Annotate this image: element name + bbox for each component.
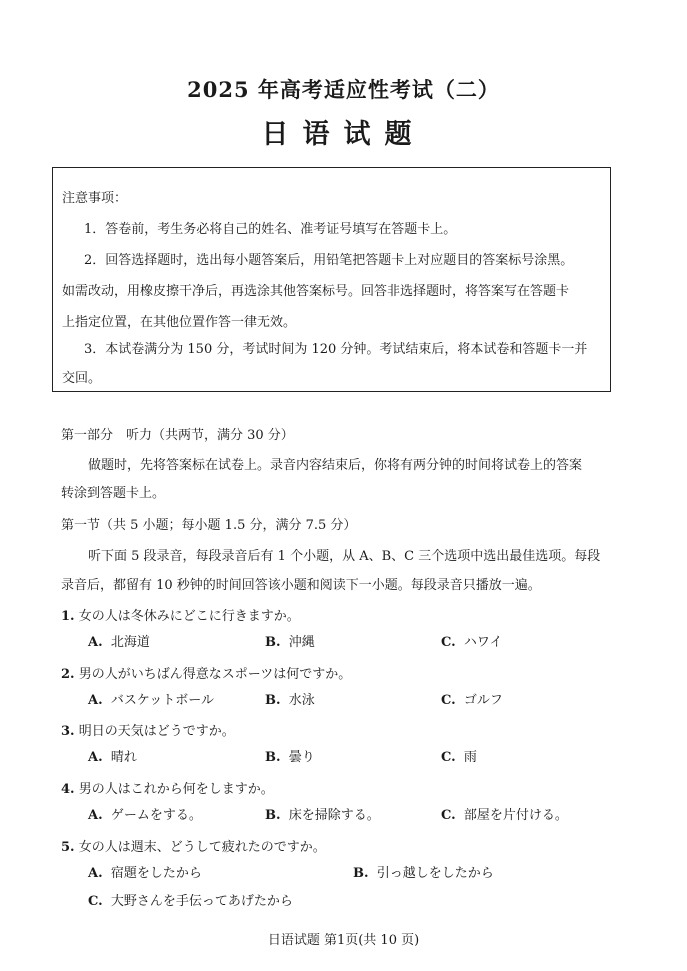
- question-text: 男の人がいちばん得意なスポーツは何ですか。: [78, 667, 352, 682]
- question-number: 3.: [61, 724, 75, 739]
- page-footer: 日语试题 第1页(共 10 页): [267, 933, 420, 948]
- option-3b: B. 曇り: [265, 750, 315, 765]
- question-text: 男の人はこれから何をしますか。: [78, 782, 274, 797]
- option-2c: C. ゴルフ: [441, 693, 503, 708]
- option-4a: A. ゲームをする。: [88, 808, 202, 823]
- option-4b: B. 床を掃除する。: [265, 808, 380, 823]
- question-5: [61, 836, 326, 855]
- part1-heading: 第一部分 听力（共两节，满分 30 分）: [61, 428, 294, 443]
- option-5c: C. 大野さんを手伝ってあげたから: [88, 894, 293, 909]
- part1-instruction-1: 做题时，先将答案标在试卷上。录音内容结束后，你将有两分钟的时间将试卷上的答案: [88, 458, 583, 473]
- option-2b: B. 水泳: [265, 693, 315, 708]
- notice-line-3: 如需改动，用橡皮擦干净后，再选涂其他答案标号。回答非选择题时，将答案写在答题卡: [62, 284, 570, 299]
- option-5b: B. 引っ越しをしたから: [353, 866, 494, 881]
- notice-line-6: 交回。: [62, 371, 102, 386]
- question-2: [61, 663, 351, 682]
- question-text: 女の人は週末、どうして疲れたのですか。: [78, 840, 326, 855]
- question-text: 明日の天気はどうですか。: [78, 724, 235, 739]
- question-3: [61, 720, 235, 739]
- exam-title: 2025 年高考适应性考试（二）: [187, 77, 500, 102]
- question-number: 5.: [61, 840, 75, 855]
- notice-line-1: 1．答卷前，考生务必将自己的姓名、准考证号填写在答题卡上。: [84, 222, 457, 237]
- option-3a: A. 晴れ: [88, 750, 137, 765]
- option-4c: C. 部屋を片付ける。: [441, 808, 568, 823]
- question-4: [61, 778, 274, 797]
- subject-title: 日语试题: [261, 119, 426, 150]
- option-3c: C. 雨: [441, 750, 477, 765]
- section1-instruction-2: 录音后，都留有 10 秒钟的时间回答该小题和阅读下一小题。每段录音只播放一遍。: [61, 578, 541, 593]
- question-number: 4.: [61, 782, 75, 797]
- question-number: 1.: [61, 609, 75, 624]
- part1-instruction-2: 转涂到答题卡上。: [61, 486, 166, 501]
- section1-instruction-1: 听下面 5 段录音，每段录音后有 1 个小题，从 A、B、C 三个选项中选出最佳选项。每段: [88, 549, 601, 564]
- option-1b: B. 沖縄: [265, 635, 315, 650]
- question-1: [61, 605, 300, 624]
- notice-line-2: 2．回答选择题时，选出每小题答案后，用铅笔把答题卡上对应题目的答案标号涂黑。: [84, 253, 574, 268]
- option-1a: A. 北海道: [88, 635, 150, 650]
- option-2a: A. バスケットボール: [88, 693, 214, 708]
- option-1c: C. ハワイ: [441, 635, 503, 650]
- question-text: 女の人は冬休みにどこに行きますか。: [78, 609, 300, 624]
- option-5a: A. 宿題をしたから: [88, 866, 202, 881]
- notice-line-4: 上指定位置，在其他位置作答一律无效。: [62, 315, 297, 330]
- notice-box: [52, 167, 611, 392]
- section1-heading: 第一节（共 5 小题；每小题 1.5 分，满分 7.5 分）: [61, 518, 357, 533]
- notice-line-5: 3．本试卷满分为 150 分，考试时间为 120 分钟。考试结束后，将本试卷和答题卡一并: [84, 342, 588, 357]
- notice-heading: 注意事项：: [62, 191, 128, 206]
- question-number: 2.: [61, 667, 75, 682]
